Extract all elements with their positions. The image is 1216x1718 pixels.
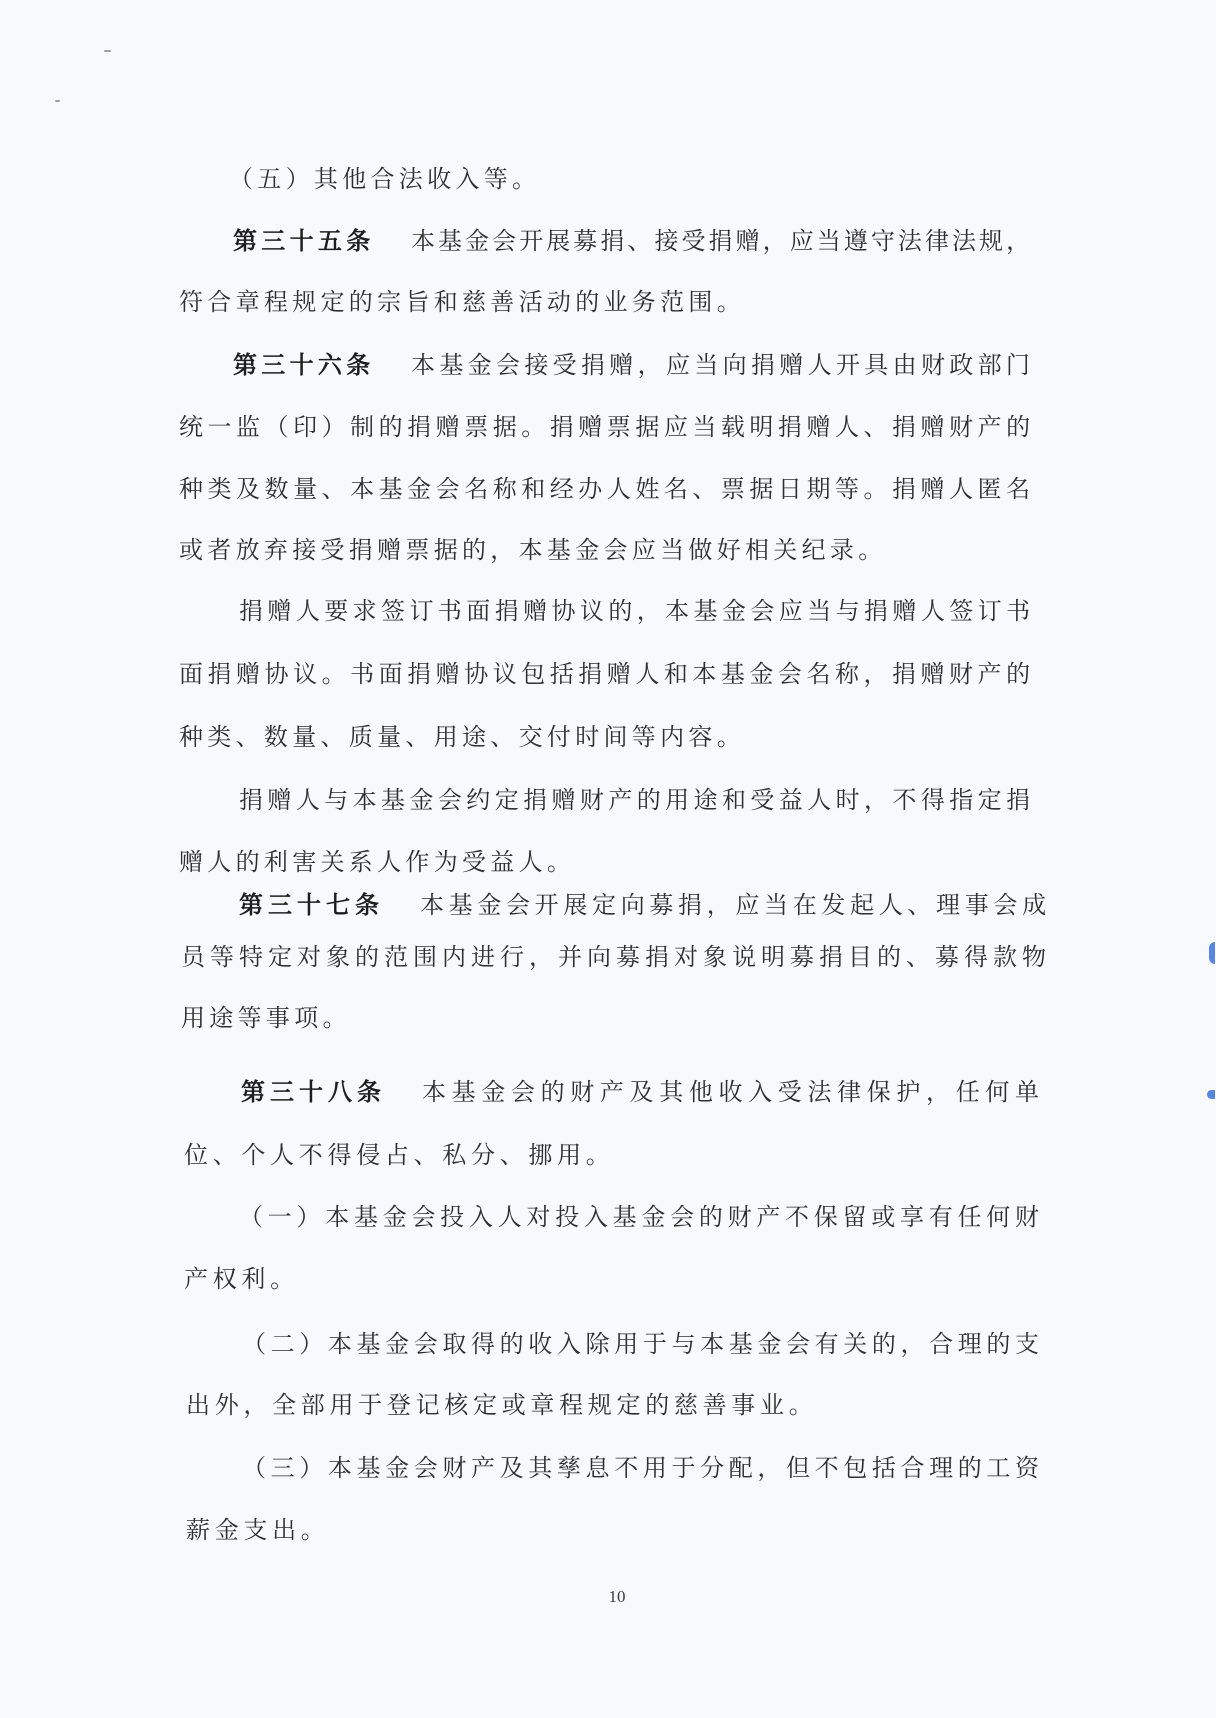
text-line: （一）本基金会投入人对投入基金会的财产不保留或享有任何财 (239, 1203, 1044, 1231)
text-line: 赠人的利害关系人作为受益人。 (179, 848, 576, 876)
text-line: 出外，全部用于登记核定或章程规定的慈善事业。 (186, 1391, 818, 1419)
text-line: 种类、数量、质量、用途、交付时间等内容。 (179, 723, 745, 751)
text-line: 捐赠人要求签订书面捐赠协议的，本基金会应当与捐赠人签订书 (239, 597, 1035, 625)
text-line: 薪金支出。 (186, 1516, 330, 1544)
text-line: 或者放弃接受捐赠票据的，本基金会应当做好相关纪录。 (179, 536, 887, 564)
article-heading: 第三十五条 (233, 227, 375, 255)
text-line: （二）本基金会取得的收入除用于与本基金会有关的，合理的支 (242, 1330, 1044, 1358)
text-line: 本基金会的财产及其他收入受法律保护，任何单 (422, 1078, 1045, 1106)
article-heading: 第三十七条 (239, 891, 384, 919)
text-line: 本基金会开展募捐、接受捐赠，应当遵守法律法规， (411, 227, 1034, 255)
article-heading: 第三十六条 (233, 351, 375, 379)
article-heading: 第三十八条 (241, 1078, 386, 1106)
text-line: 捐赠人与本基金会约定捐赠财产的用途和受益人时，不得指定捐 (239, 786, 1035, 814)
scan-edge-mark (1207, 1090, 1215, 1099)
text-line: 本基金会开展定向募捐，应当在发起人、理事会成 (420, 891, 1051, 919)
text-line: 产权利。 (184, 1265, 299, 1293)
text-line: （五）其他合法收入等。 (229, 165, 541, 193)
text-line: 员等特定对象的范围内进行，并向募捐对象说明募捐目的、募得款物 (181, 943, 1051, 971)
text-line: 位、个人不得侵占、私分、挪用。 (184, 1141, 615, 1169)
text-line: 用途等事项。 (181, 1004, 351, 1032)
text-line: 种类及数量、本基金会名称和经办人姓名、票据日期等。捐赠人匿名 (179, 475, 1035, 503)
text-line: 符合章程规定的宗旨和慈善活动的业务范围。 (179, 288, 745, 316)
text-line: 本基金会接受捐赠，应当向捐赠人开具由财政部门 (411, 351, 1035, 379)
scan-speck (55, 100, 60, 102)
scan-edge-mark (1209, 942, 1215, 964)
text-line: 统一监（印）制的捐赠票据。捐赠票据应当载明捐赠人、捐赠财产的 (179, 413, 1035, 441)
text-line: 面捐赠协议。书面捐赠协议包括捐赠人和本基金会名称，捐赠财产的 (179, 660, 1035, 688)
scan-speck (104, 50, 111, 52)
text-line: （三）本基金会财产及其孳息不用于分配，但不包括合理的工资 (242, 1454, 1044, 1482)
page-number: 10 (608, 1587, 626, 1606)
